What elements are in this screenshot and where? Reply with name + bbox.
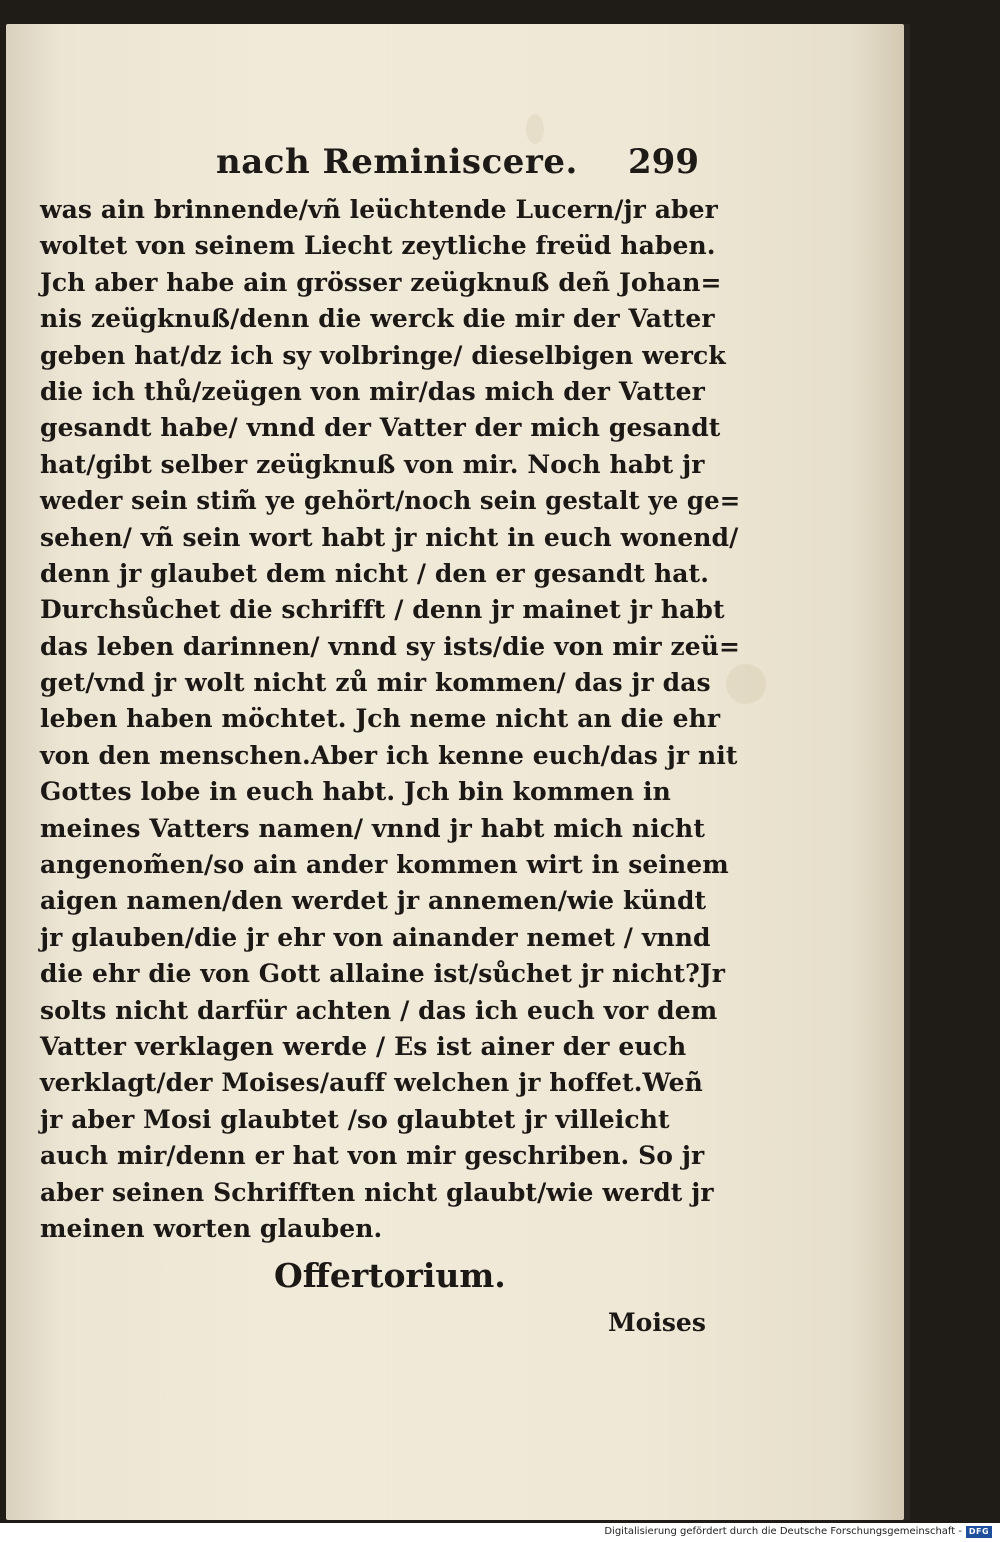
text-line: woltet von seinem Liecht zeytliche freüd haben. <box>40 231 716 261</box>
text-line: Gottes lobe in euch habt. Jch bin kommen in <box>40 777 671 807</box>
text-line: aber seinen Schrifften nicht glaubt/wie werdt jr <box>40 1177 714 1207</box>
page-edge <box>904 24 910 1520</box>
text-line: was ain brinnende/vñ leüchtende Lucern/jr aber <box>40 195 718 224</box>
text-line: auch mir/denn er hat von mir geschriben. So jr <box>40 1141 705 1171</box>
page-number: 299 <box>628 142 699 182</box>
text-line: jr glauben/die jr ehr von ainander nemet / vnnd <box>40 922 711 952</box>
text-line: die ehr die von Gott allaine ist/sůchet jr nicht?Jr <box>40 959 726 989</box>
section-heading: Offertorium. <box>274 1256 506 1295</box>
text-line: weder sein stim̃ ye gehört/noch sein gestalt ye ge= <box>40 486 741 516</box>
text-line: Jch aber habe ain grösser zeügknuß deñ Johan= <box>40 267 722 297</box>
text-line: denn jr glaubet dem nicht / den er gesandt hat. <box>40 558 709 588</box>
text-line: meinen worten glauben. <box>40 1213 383 1243</box>
text-line: das leben darinnen/ vnnd sy ists/die von mir zeü= <box>40 631 741 661</box>
text-line: hat/gibt selber zeügknuß von mir. Noch habt jr <box>40 449 705 479</box>
text-line: Durchsůchet die schrifft / denn jr mainet jr habt <box>40 595 725 625</box>
funding-credit: Digitalisierung gefördert durch die Deutsche Forschungsgemeinschaft - <box>604 1526 962 1537</box>
text-line: nis zeügknuß/denn die werck die mir der Vatter <box>40 304 715 334</box>
text-line: verklagt/der Moises/auff welchen jr hoffet.Weñ <box>40 1068 703 1098</box>
text-line: sehen/ vñ sein wort habt jr nicht in euch wonend/ <box>40 522 739 552</box>
text-line: angenom̃en/so ain ander kommen wirt in seinem <box>40 850 729 880</box>
body-text <box>40 192 740 1247</box>
text-line: gesandt habe/ vnnd der Vatter der mich gesandt <box>40 413 721 443</box>
text-line: geben hat/dz ich sy volbringe/ dieselbigen werck <box>40 340 726 370</box>
catchword: Moises <box>608 1308 706 1337</box>
text-line: Vatter verklagen werde / Es ist ainer der euch <box>40 1031 687 1061</box>
footer-bar <box>0 1523 1000 1542</box>
paper-stain <box>526 114 544 144</box>
text-line: leben haben möchtet. Jch neme nicht an die ehr <box>40 704 721 734</box>
dfg-logo-icon: DFG <box>966 1526 992 1538</box>
text-line: get/vnd jr wolt nicht zů mir kommen/ das jr das <box>40 668 711 698</box>
running-head: nach Reminiscere. <box>216 142 578 182</box>
text-line: die ich thů/zeügen von mir/das mich der Vatter <box>40 376 705 406</box>
text-line: jr aber Mosi glaubtet /so glaubtet jr villeicht <box>40 1104 670 1134</box>
text-line: von den menschen.Aber ich kenne euch/das jr nit <box>40 740 738 770</box>
text-line: meines Vatters namen/ vnnd jr habt mich nicht <box>40 813 705 843</box>
book-page <box>6 24 904 1520</box>
text-line: aigen namen/den werdet jr annemen/wie kündt <box>40 886 707 916</box>
text-line: solts nicht darfür achten / das ich euch vor dem <box>40 995 718 1025</box>
